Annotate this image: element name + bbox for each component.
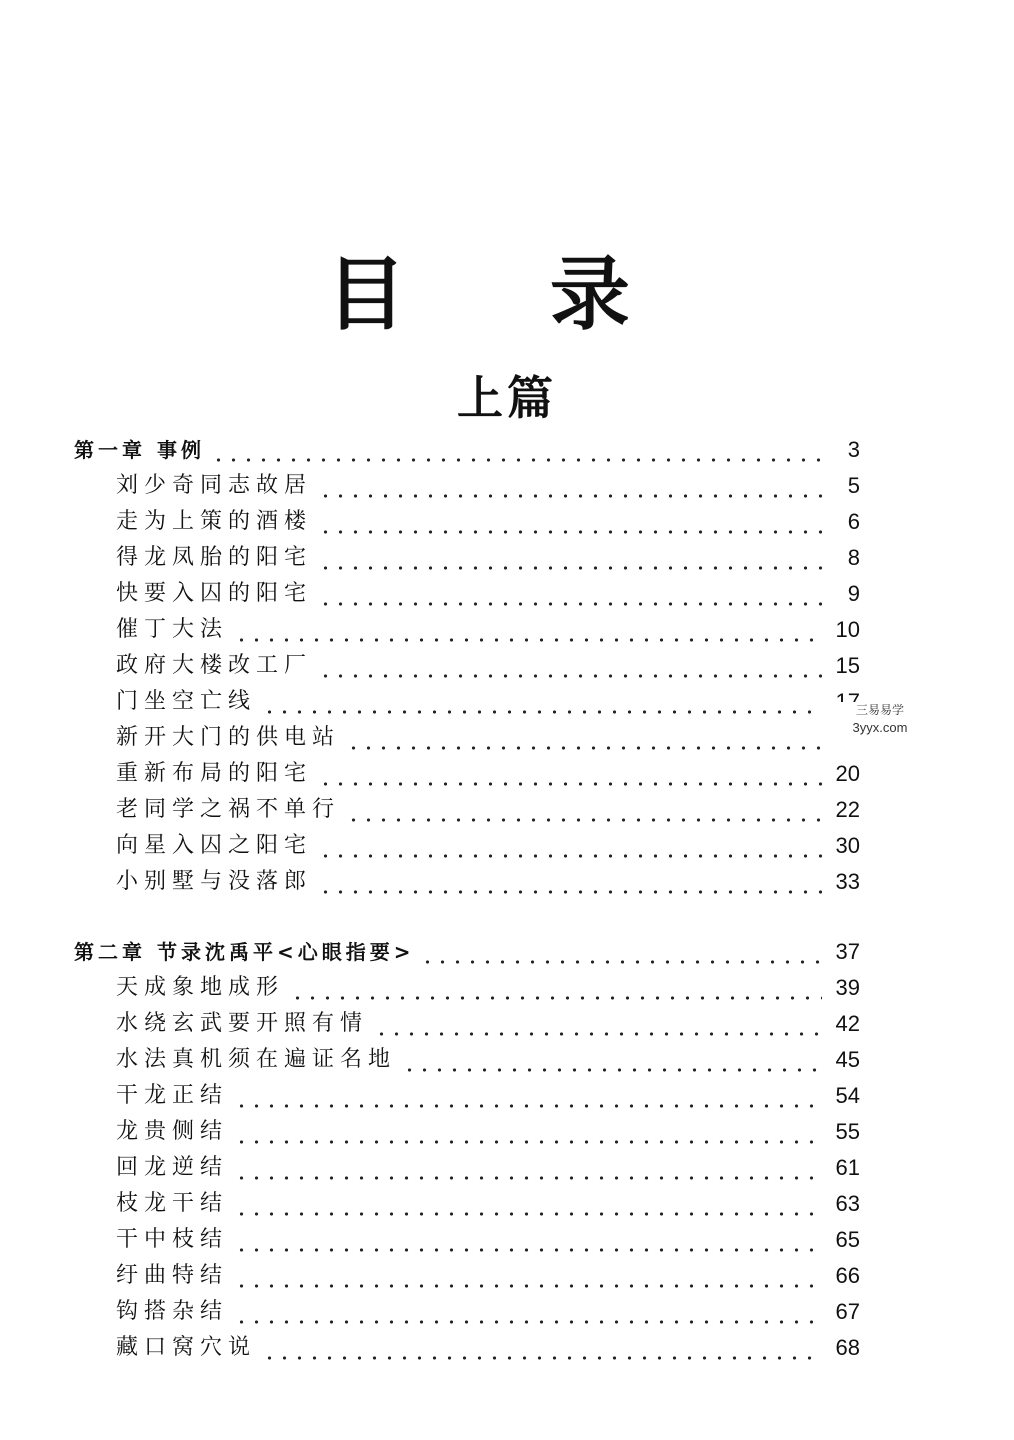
toc-page-number: 3 xyxy=(847,437,860,462)
dot-leader xyxy=(262,684,822,720)
toc-entry-title: 天成象地成形 xyxy=(116,975,285,1000)
toc-page-number: 66 xyxy=(835,1263,860,1288)
dot-leader xyxy=(318,576,822,612)
toc-page-number: 10 xyxy=(835,617,860,642)
dot-leader xyxy=(318,864,822,900)
toc-entry-title: 纡曲特结 xyxy=(116,1263,229,1288)
toc-chapter-title: 第二章 节录沈禹平<心眼指要> xyxy=(74,940,415,964)
table-of-contents xyxy=(74,432,860,1366)
toc-entry-title: 钩搭杂结 xyxy=(116,1299,229,1324)
dot-leader xyxy=(234,1294,822,1330)
toc-chapter-1[interactable] xyxy=(74,432,860,468)
toc-entry-title: 新开大门的供电站 xyxy=(116,725,341,750)
dot-leader xyxy=(318,648,822,684)
toc-entry[interactable] xyxy=(74,720,860,756)
toc-entry[interactable] xyxy=(74,468,860,504)
toc-page-number: 33 xyxy=(835,869,860,894)
toc-page-number: 63 xyxy=(835,1191,860,1216)
dot-leader xyxy=(318,504,822,540)
toc-entry[interactable] xyxy=(74,970,860,1006)
toc-entry[interactable] xyxy=(74,1330,860,1366)
toc-entry-title: 龙贵侧结 xyxy=(116,1119,229,1144)
toc-entry-title: 枝龙干结 xyxy=(116,1191,229,1216)
toc-entry-title: 水绕玄武要开照有情 xyxy=(116,1011,369,1036)
dot-leader xyxy=(374,1006,822,1042)
toc-entry[interactable] xyxy=(74,1150,860,1186)
dot-leader xyxy=(402,1042,822,1078)
toc-entry-title: 藏口窝穴说 xyxy=(116,1335,257,1360)
dot-leader xyxy=(262,1330,822,1366)
toc-entry[interactable] xyxy=(74,756,860,792)
page-title: 目 录 xyxy=(326,248,688,341)
toc-page-number: 5 xyxy=(847,473,860,498)
toc-entry[interactable] xyxy=(74,648,860,684)
dot-leader xyxy=(318,756,822,792)
toc-entry[interactable] xyxy=(74,1006,860,1042)
toc-page-number: 6 xyxy=(847,509,860,534)
watermark-name: 三易易学 xyxy=(855,703,904,717)
toc-entry-title: 快要入囚的阳宅 xyxy=(116,581,313,606)
toc-entry[interactable] xyxy=(74,540,860,576)
toc-entry[interactable] xyxy=(74,612,860,648)
dot-leader xyxy=(346,792,822,828)
toc-entry-title: 刘少奇同志故居 xyxy=(116,473,313,498)
toc-entry-title: 催丁大法 xyxy=(116,617,229,642)
toc-page-number: 54 xyxy=(835,1083,860,1108)
toc-entry[interactable] xyxy=(74,576,860,612)
site-watermark xyxy=(820,702,940,746)
toc-entry[interactable] xyxy=(74,504,860,540)
toc-entry-title: 走为上策的酒楼 xyxy=(116,509,313,534)
toc-entry-title: 得龙凤胎的阳宅 xyxy=(116,545,313,570)
dot-leader xyxy=(234,1078,822,1114)
chapter-spacer xyxy=(74,900,860,934)
toc-page-number: 45 xyxy=(835,1047,860,1072)
toc-entry-title: 小别墅与没落郎 xyxy=(116,869,313,894)
dot-leader xyxy=(234,1258,822,1294)
dot-leader xyxy=(234,1114,822,1150)
toc-entry[interactable] xyxy=(74,1258,860,1294)
toc-entry-title: 干中枝结 xyxy=(116,1227,229,1252)
watermark-url: 3yyx.com xyxy=(852,720,908,735)
toc-entry-title: 干龙正结 xyxy=(116,1083,229,1108)
toc-entry[interactable] xyxy=(74,1114,860,1150)
section-title: 上篇 xyxy=(457,371,557,425)
toc-page-number: 61 xyxy=(835,1155,860,1180)
toc-entry-title: 重新布局的阳宅 xyxy=(116,761,313,786)
toc-entry[interactable] xyxy=(74,1186,860,1222)
dot-leader xyxy=(290,970,822,1006)
toc-entry[interactable] xyxy=(74,792,860,828)
toc-page-number: 68 xyxy=(835,1335,860,1360)
toc-page-number: 67 xyxy=(835,1299,860,1324)
toc-page-number: 42 xyxy=(835,1011,860,1036)
dot-leader xyxy=(346,720,822,756)
toc-entry[interactable] xyxy=(74,1042,860,1078)
toc-entry-title: 水法真机须在遍证名地 xyxy=(116,1047,397,1072)
toc-page-number: 37 xyxy=(835,939,860,964)
dot-leader xyxy=(318,468,822,504)
dot-leader xyxy=(234,1150,822,1186)
dot-leader xyxy=(234,612,822,648)
toc-page-number: 30 xyxy=(835,833,860,858)
toc-page-number: 15 xyxy=(835,653,860,678)
toc-page-number: 39 xyxy=(835,975,860,1000)
toc-page-number: 55 xyxy=(835,1119,860,1144)
toc-entry[interactable] xyxy=(74,1294,860,1330)
dot-leader xyxy=(318,540,822,576)
toc-entry[interactable] xyxy=(74,684,860,720)
toc-entry[interactable] xyxy=(74,1078,860,1114)
dot-leader xyxy=(234,1222,822,1258)
toc-chapter-title: 第一章 事例 xyxy=(74,438,205,462)
dot-leader xyxy=(420,934,822,970)
toc-entry[interactable] xyxy=(74,828,860,864)
toc-page-number: 9 xyxy=(847,581,860,606)
toc-entry[interactable] xyxy=(74,1222,860,1258)
toc-entry-title: 向星入囚之阳宅 xyxy=(116,833,313,858)
toc-chapter-2[interactable] xyxy=(74,934,860,970)
dot-leader xyxy=(211,432,822,468)
toc-page-number: 65 xyxy=(835,1227,860,1252)
toc-entry-title: 老同学之祸不单行 xyxy=(116,797,341,822)
toc-page-number: 20 xyxy=(835,761,860,786)
dot-leader xyxy=(318,828,822,864)
toc-entry-title: 门坐空亡线 xyxy=(116,689,257,714)
toc-page-number: 22 xyxy=(835,797,860,822)
toc-entry[interactable] xyxy=(74,864,860,900)
toc-entry-title: 政府大楼改工厂 xyxy=(116,653,313,678)
dot-leader xyxy=(234,1186,822,1222)
toc-entry-title: 回龙逆结 xyxy=(116,1155,229,1180)
toc-page-number: 8 xyxy=(847,545,860,570)
